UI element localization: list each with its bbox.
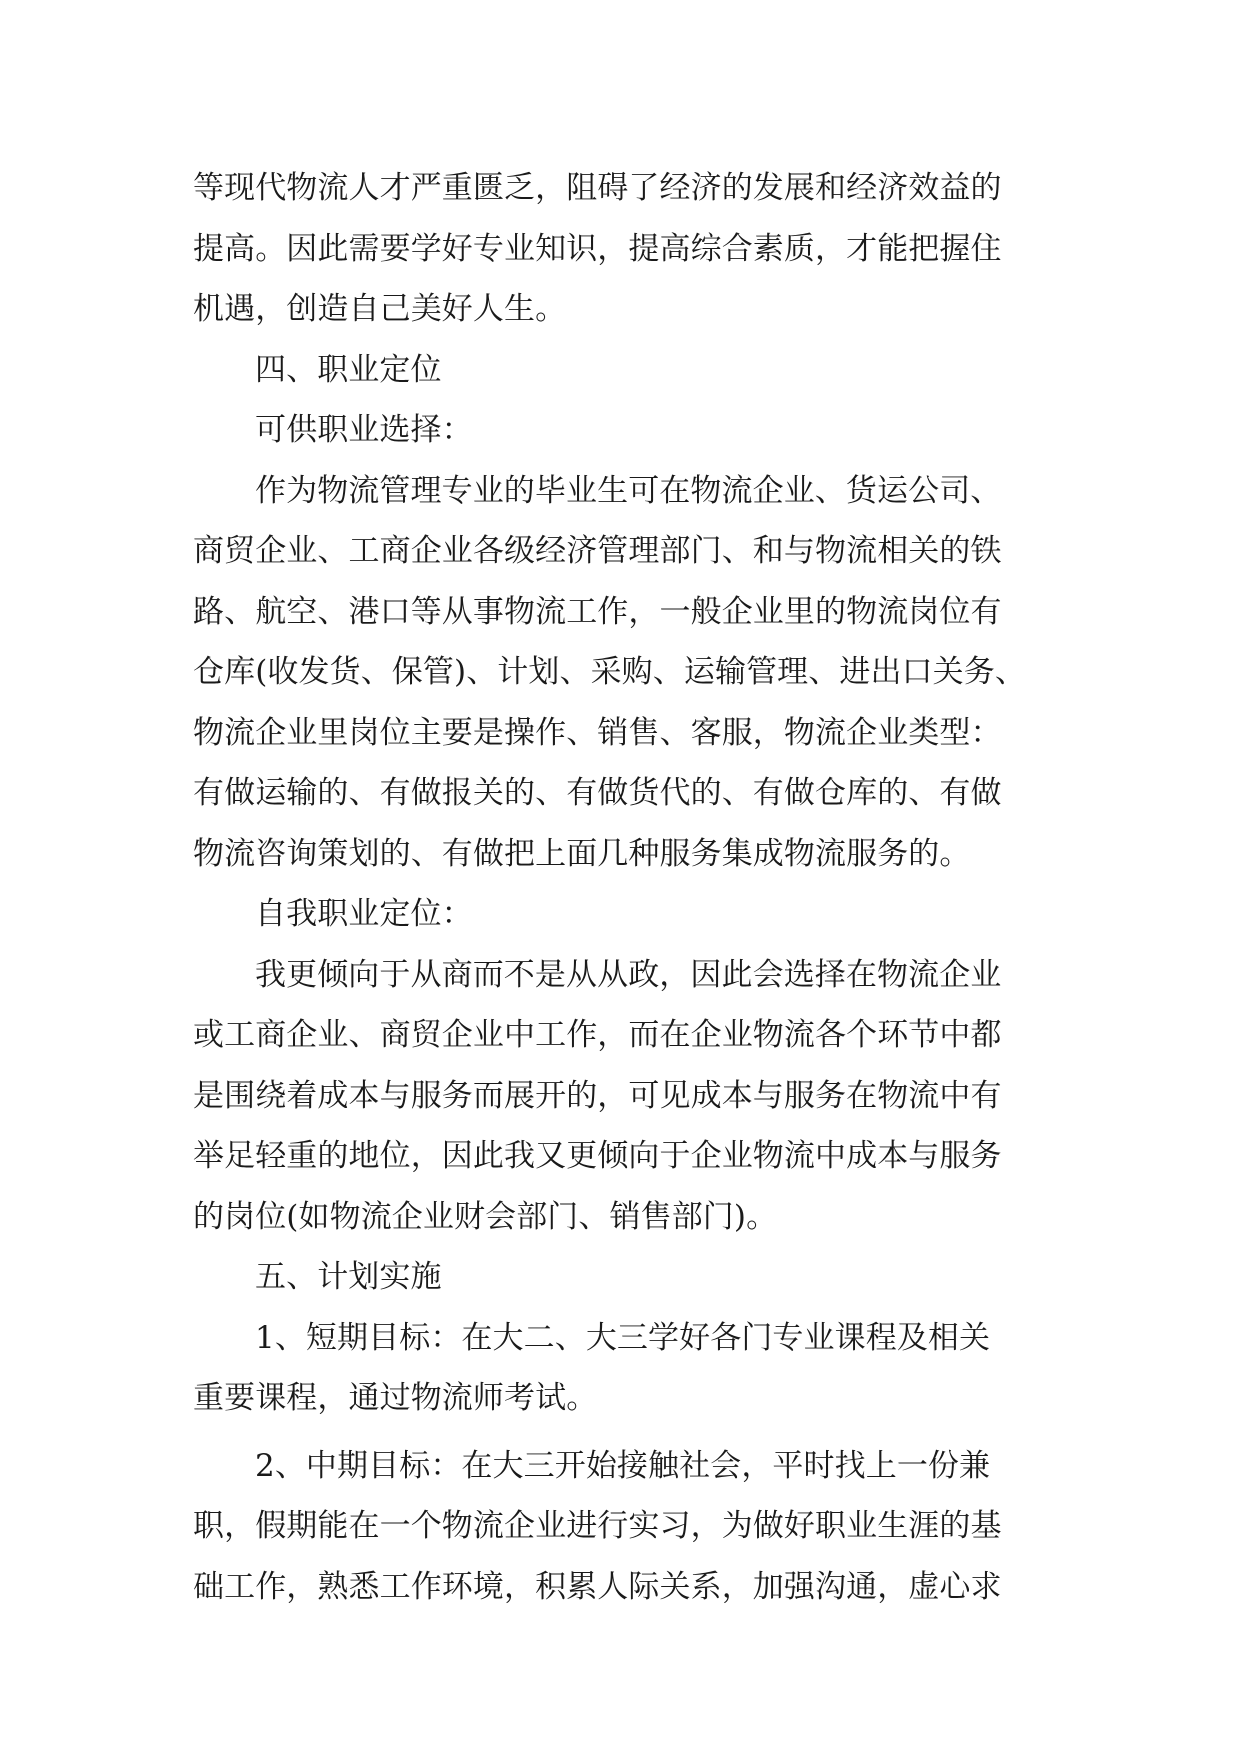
paragraph-line: 是围绕着成本与服务而展开的，可见成本与服务在物流中有 [193,1077,1002,1114]
paragraph-line: 重要课程，通过物流师考试。 [193,1380,598,1416]
paragraph-line: 路、航空、港口等从事物流工作，一般企业里的物流岗位有 [193,593,1002,630]
section-heading: 五、计划实施 [255,1259,442,1295]
paragraph-line: 有做运输的、有做报关的、有做货代的、有做仓库的、有做 [193,775,1002,811]
paragraph-line: 职，假期能在一个物流企业进行实习，为做好职业生涯的基 [193,1508,1002,1544]
paragraph-line: 商贸企业、工商企业各级经济管理部门、和与物流相关的铁 [193,533,1002,569]
paragraph-line: 1、短期目标：在大二、大三学好各门专业课程及相关 [255,1319,991,1356]
paragraph-line: 物流咨询策划的、有做把上面几种服务集成物流服务的。 [193,835,971,872]
paragraph-line: 举足轻重的地位，因此我又更倾向于企业物流中成本与服务 [193,1138,1002,1174]
paragraph-line: 础工作，熟悉工作环境，积累人际关系，加强沟通，虚心求 [193,1568,1002,1605]
paragraph-line: 或工商企业、商贸企业中工作，而在企业物流各个环节中都 [193,1017,1002,1053]
subheading: 可供职业选择： [255,412,473,448]
paragraph-line: 提高。因此需要学好专业知识，提高综合素质，才能把握住 [193,230,1002,267]
document-body [193,158,1053,1617]
paragraph-line: 物流企业里岗位主要是操作、销售、客服，物流企业类型： [193,714,1002,751]
paragraph-line: 的岗位(如物流企业财会部门、销售部门)。 [193,1198,778,1235]
paragraph-line: 等现代物流人才严重匮乏，阻碍了经济的发展和经济效益的 [193,170,1002,206]
paragraph-line: 仓库(收发货、保管)、计划、采购、运输管理、进出口关务、 [193,654,1026,690]
paragraph-line: 机遇，创造自己美好人生。 [193,291,567,327]
subheading: 自我职业定位： [255,896,473,932]
paragraph-line: 我更倾向于从商而不是从从政，因此会选择在物流企业 [255,956,1002,993]
paragraph-line: 作为物流管理专业的毕业生可在物流企业、货运公司、 [255,472,1002,509]
section-heading: 四、职业定位 [255,351,442,388]
paragraph-line: 2、中期目标：在大三开始接触社会，平时找上一份兼 [255,1447,991,1484]
